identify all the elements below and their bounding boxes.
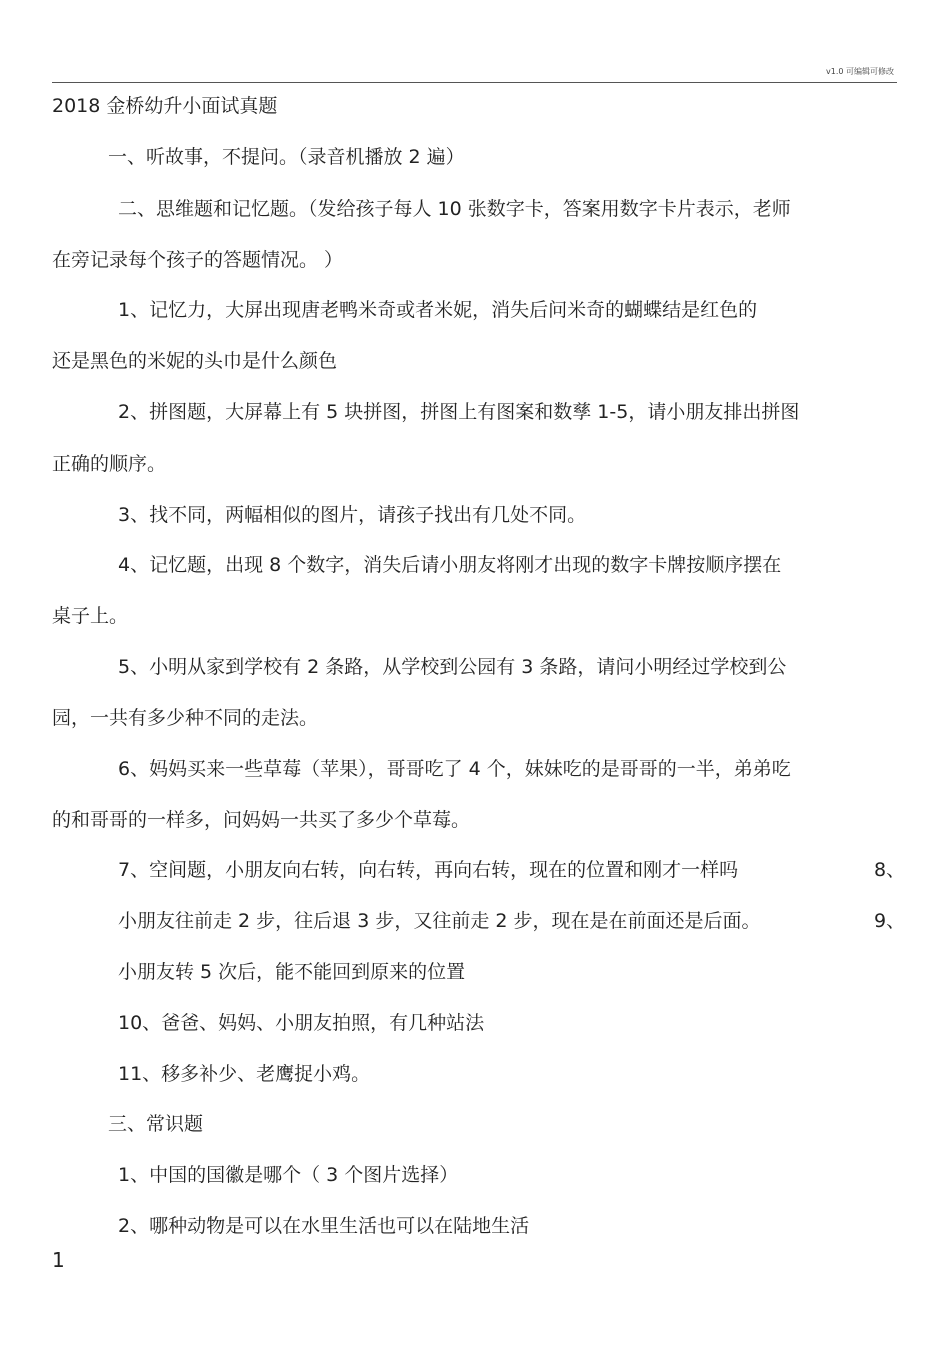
question-item: 1、中国的国徽是哪个（ 3 个图片选择） bbox=[118, 1164, 459, 1186]
question-item: 小朋友转 5 次后，能不能回到原来的位置 bbox=[118, 961, 466, 983]
question-item: 5、小明从家到学校有 2 条路，从学校到公园有 3 条路，请问小明经过学校到公 bbox=[118, 656, 787, 678]
question-item: 7、空间题，小朋友向右转，向右转，再向右转，现在的位置和刚才一样吗 bbox=[118, 859, 739, 881]
question-item: 3、找不同，两幅相似的图片，请孩子找出有几处不同。 bbox=[118, 504, 587, 526]
paragraph-line: 桌子上。 bbox=[52, 605, 129, 627]
question-item: 4、记忆题，出现 8 个数字，消失后请小朋友将刚才出现的数字卡牌按顺序摆在 bbox=[118, 554, 782, 576]
paragraph-line: 园，一共有多少种不同的走法。 bbox=[52, 707, 319, 729]
section-heading: 一、听故事，不提问。（录音机播放 2 遍） bbox=[108, 146, 465, 168]
question-item: 2、拼图题，大屏幕上有 5 块拼图，拼图上有图案和数孳 1-5，请小朋友排出拼图 bbox=[118, 401, 800, 423]
page-number: 1 bbox=[52, 1248, 65, 1272]
question-item: 10、爸爸、妈妈、小朋友拍照，有几种站法 bbox=[118, 1012, 485, 1034]
section-heading: 二、思维题和记忆题。（发给孩子每人 10 张数字卡，答案用数字卡片表示，老师 bbox=[118, 198, 791, 220]
question-item: 小朋友往前走 2 步，往后退 3 步，又往前走 2 步，现在是在前面还是后面。 bbox=[118, 910, 761, 932]
question-number: 8、 bbox=[874, 859, 906, 881]
paragraph-line: 在旁记录每个孩子的答题情况。 ） bbox=[52, 249, 344, 271]
document-title: 2018 金桥幼升小面试真题 bbox=[52, 95, 278, 117]
question-number: 9、 bbox=[874, 910, 906, 932]
paragraph-line: 还是黑色的米妮的头巾是什么颜色 bbox=[52, 350, 338, 372]
header-divider bbox=[52, 82, 897, 83]
question-item: 11、移多补少、老鹰捉小鸡。 bbox=[118, 1063, 371, 1085]
paragraph-line: 正确的顺序。 bbox=[52, 453, 167, 475]
version-note: v1.0 可编辑可修改 bbox=[826, 67, 894, 76]
question-item: 2、哪种动物是可以在水里生活也可以在陆地生活 bbox=[118, 1215, 530, 1237]
question-item: 6、妈妈买来一些草莓（苹果），哥哥吃了 4 个，妹妹吃的是哥哥的一半，弟弟吃 bbox=[118, 758, 791, 780]
paragraph-line: 的和哥哥的一样多，问妈妈一共买了多少个草莓。 bbox=[52, 809, 471, 831]
question-item: 1、记忆力，大屏出现唐老鸭米奇或者米妮，消失后问米奇的蝴蝶结是红色的 bbox=[118, 299, 758, 321]
section-heading: 三、常识题 bbox=[108, 1113, 204, 1135]
